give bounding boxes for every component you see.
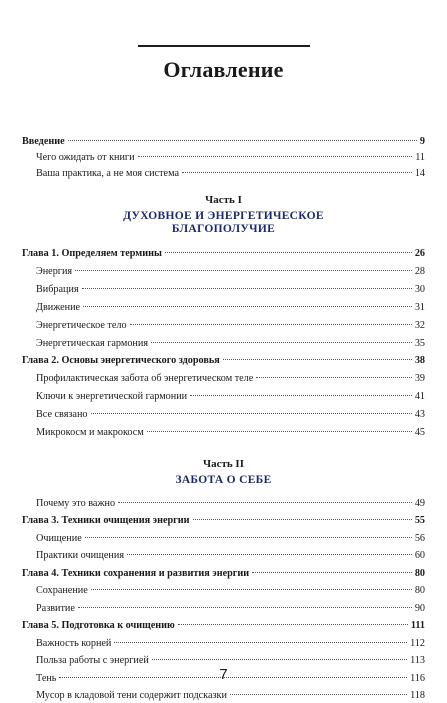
dot-leader xyxy=(78,607,412,608)
dot-leader xyxy=(130,324,412,325)
toc-section-entry xyxy=(36,426,425,440)
part-1-title-line-1: ДУХОВНОЕ И ЭНЕРГЕТИЧЕСКОЕ xyxy=(123,210,324,222)
dot-leader xyxy=(114,642,407,643)
toc-entry-label: Ваша практика, а не моя система xyxy=(36,168,179,180)
toc-entry-label: Ключи к энергетической гармонии xyxy=(36,391,188,403)
dot-leader xyxy=(147,431,412,432)
toc-entry-page-number: 26 xyxy=(414,248,425,259)
dot-leader xyxy=(75,270,412,271)
toc-entry-label: Польза работы с энергией xyxy=(36,655,149,667)
dot-leader xyxy=(165,252,412,253)
toc-entry-label: Глава 4. Техники сохранения и развития энергии xyxy=(22,567,250,579)
toc-entry-label: Профилактическая забота об энергетическом теле xyxy=(36,373,254,385)
dot-leader xyxy=(138,156,413,157)
toc-chapter-entry xyxy=(22,619,425,633)
page-title: Оглавление xyxy=(163,57,284,82)
dot-leader xyxy=(82,288,412,289)
dot-leader xyxy=(182,172,412,173)
toc-section-entry xyxy=(36,637,425,651)
toc-entry-label: Движение xyxy=(36,301,81,313)
toc-entry-label: Глава 3. Техники очищения энергии xyxy=(22,515,190,527)
dot-leader xyxy=(91,589,412,590)
toc-entry-label: Чего ожидать от книги xyxy=(36,152,135,164)
toc-section-entry xyxy=(36,602,425,616)
toc-section-entry xyxy=(36,408,425,422)
dot-leader xyxy=(152,659,407,660)
dot-leader xyxy=(85,537,412,538)
toc-entry-page-number: 80 xyxy=(414,567,425,579)
toc-entry-page-number: 60 xyxy=(414,550,425,562)
toc-entry-label: Глава 2. Основы энергетического здоровья xyxy=(22,355,220,367)
dot-leader xyxy=(230,694,407,695)
toc-chapter-entry xyxy=(22,354,425,368)
dot-leader xyxy=(91,413,412,414)
toc-section-entry xyxy=(36,265,425,279)
dot-leader xyxy=(83,306,412,307)
toc-entry-page-number: 31 xyxy=(414,301,425,313)
toc-section-entry xyxy=(36,301,425,315)
toc-entry-page-number: 9 xyxy=(419,136,425,147)
dot-leader xyxy=(68,140,417,141)
toc-entry-page-number: 55 xyxy=(414,515,425,527)
toc-entry-label: Глава 1. Определяем термины xyxy=(22,248,162,259)
toc-entry-page-number: 11 xyxy=(415,152,425,164)
dot-leader xyxy=(178,624,408,625)
part-1-number: Часть I xyxy=(205,194,242,206)
toc-entry-label: Сохранение xyxy=(36,585,88,597)
toc-entry-page-number: 43 xyxy=(414,409,425,421)
toc-entry-label: Глава 5. Подготовка к очищению xyxy=(22,620,175,632)
toc-entry-page-number: 14 xyxy=(414,168,425,180)
toc-chapter-entry xyxy=(22,135,425,149)
toc-section-entry xyxy=(36,283,425,297)
toc-section-entry xyxy=(36,167,425,181)
toc-entry-page-number: 32 xyxy=(414,319,425,331)
toc-entry-page-number: 35 xyxy=(414,337,425,349)
toc-entry-page-number: 56 xyxy=(414,532,425,544)
toc-section-entry xyxy=(36,151,425,165)
toc-entry-label: Тень xyxy=(36,672,57,684)
toc-section-entry xyxy=(36,689,425,703)
toc-section-entry xyxy=(36,372,425,386)
toc-section-entry xyxy=(36,337,425,351)
toc-entry-label: Практики очищения xyxy=(36,550,125,562)
toc-entry-page-number: 38 xyxy=(414,355,425,367)
part-2-heading xyxy=(0,458,447,486)
part-1-heading xyxy=(0,194,447,235)
dot-leader xyxy=(190,395,412,396)
toc-entry-label: Все связано xyxy=(36,409,88,421)
toc-entry-label: Почему это важно xyxy=(36,498,116,509)
dot-leader xyxy=(252,572,412,573)
toc-entry-page-number: 80 xyxy=(414,585,425,597)
toc-entry-label: Энергетическая гармония xyxy=(36,337,149,349)
toc-entry-label: Энергетическое тело xyxy=(36,319,127,331)
dot-leader xyxy=(193,519,412,520)
page-number: 7 xyxy=(219,666,228,683)
dot-leader xyxy=(256,377,412,378)
toc-entry-label: Развитие xyxy=(36,602,75,614)
toc-entry-label: Очищение xyxy=(36,532,82,544)
top-rule xyxy=(138,45,310,47)
toc-chapter-entry xyxy=(22,567,425,581)
toc-section-entry xyxy=(36,584,425,598)
dot-leader xyxy=(127,554,412,555)
toc-section-entry xyxy=(36,497,425,511)
dot-leader xyxy=(223,359,412,360)
toc-entry-page-number: 116 xyxy=(410,672,425,684)
toc-section-entry xyxy=(36,319,425,333)
part-2-title: ЗАБОТА О СЕБЕ xyxy=(175,474,272,486)
toc-entry-page-number: 112 xyxy=(410,637,425,649)
toc-entry-label: Микрокосм и макрокосм xyxy=(36,427,144,438)
toc-entry-page-number: 30 xyxy=(414,283,425,295)
toc-entry-page-number: 111 xyxy=(410,620,425,632)
dot-leader xyxy=(151,342,412,343)
toc-section-entry xyxy=(36,549,425,563)
toc-entry-label: Важность корней xyxy=(36,637,112,649)
toc-entry-page-number: 45 xyxy=(414,427,425,438)
toc-entry-label: Вибрация xyxy=(36,283,79,295)
part-2-number: Часть II xyxy=(203,458,244,470)
toc-entry-label: Введение xyxy=(22,136,65,147)
toc-entry-page-number: 90 xyxy=(414,602,425,614)
toc-section-entry xyxy=(36,532,425,546)
part-1-title-line-2: БЛАГОПОЛУЧИЕ xyxy=(171,223,276,235)
toc-entry-page-number: 118 xyxy=(410,689,425,701)
toc-entry-label: Мусор в кладовой тени содержит подсказки xyxy=(36,689,227,701)
toc-chapter-entry xyxy=(22,514,425,528)
toc-entry-label: Энергия xyxy=(36,265,73,277)
toc-section-entry xyxy=(36,390,425,404)
toc-entry-page-number: 41 xyxy=(414,391,425,403)
toc-entry-page-number: 49 xyxy=(414,498,425,509)
toc-chapter-entry xyxy=(22,247,425,261)
toc-entry-page-number: 39 xyxy=(414,373,425,385)
dot-leader xyxy=(118,502,412,503)
toc-entry-page-number: 113 xyxy=(410,655,425,667)
toc-entry-page-number: 28 xyxy=(414,265,425,277)
